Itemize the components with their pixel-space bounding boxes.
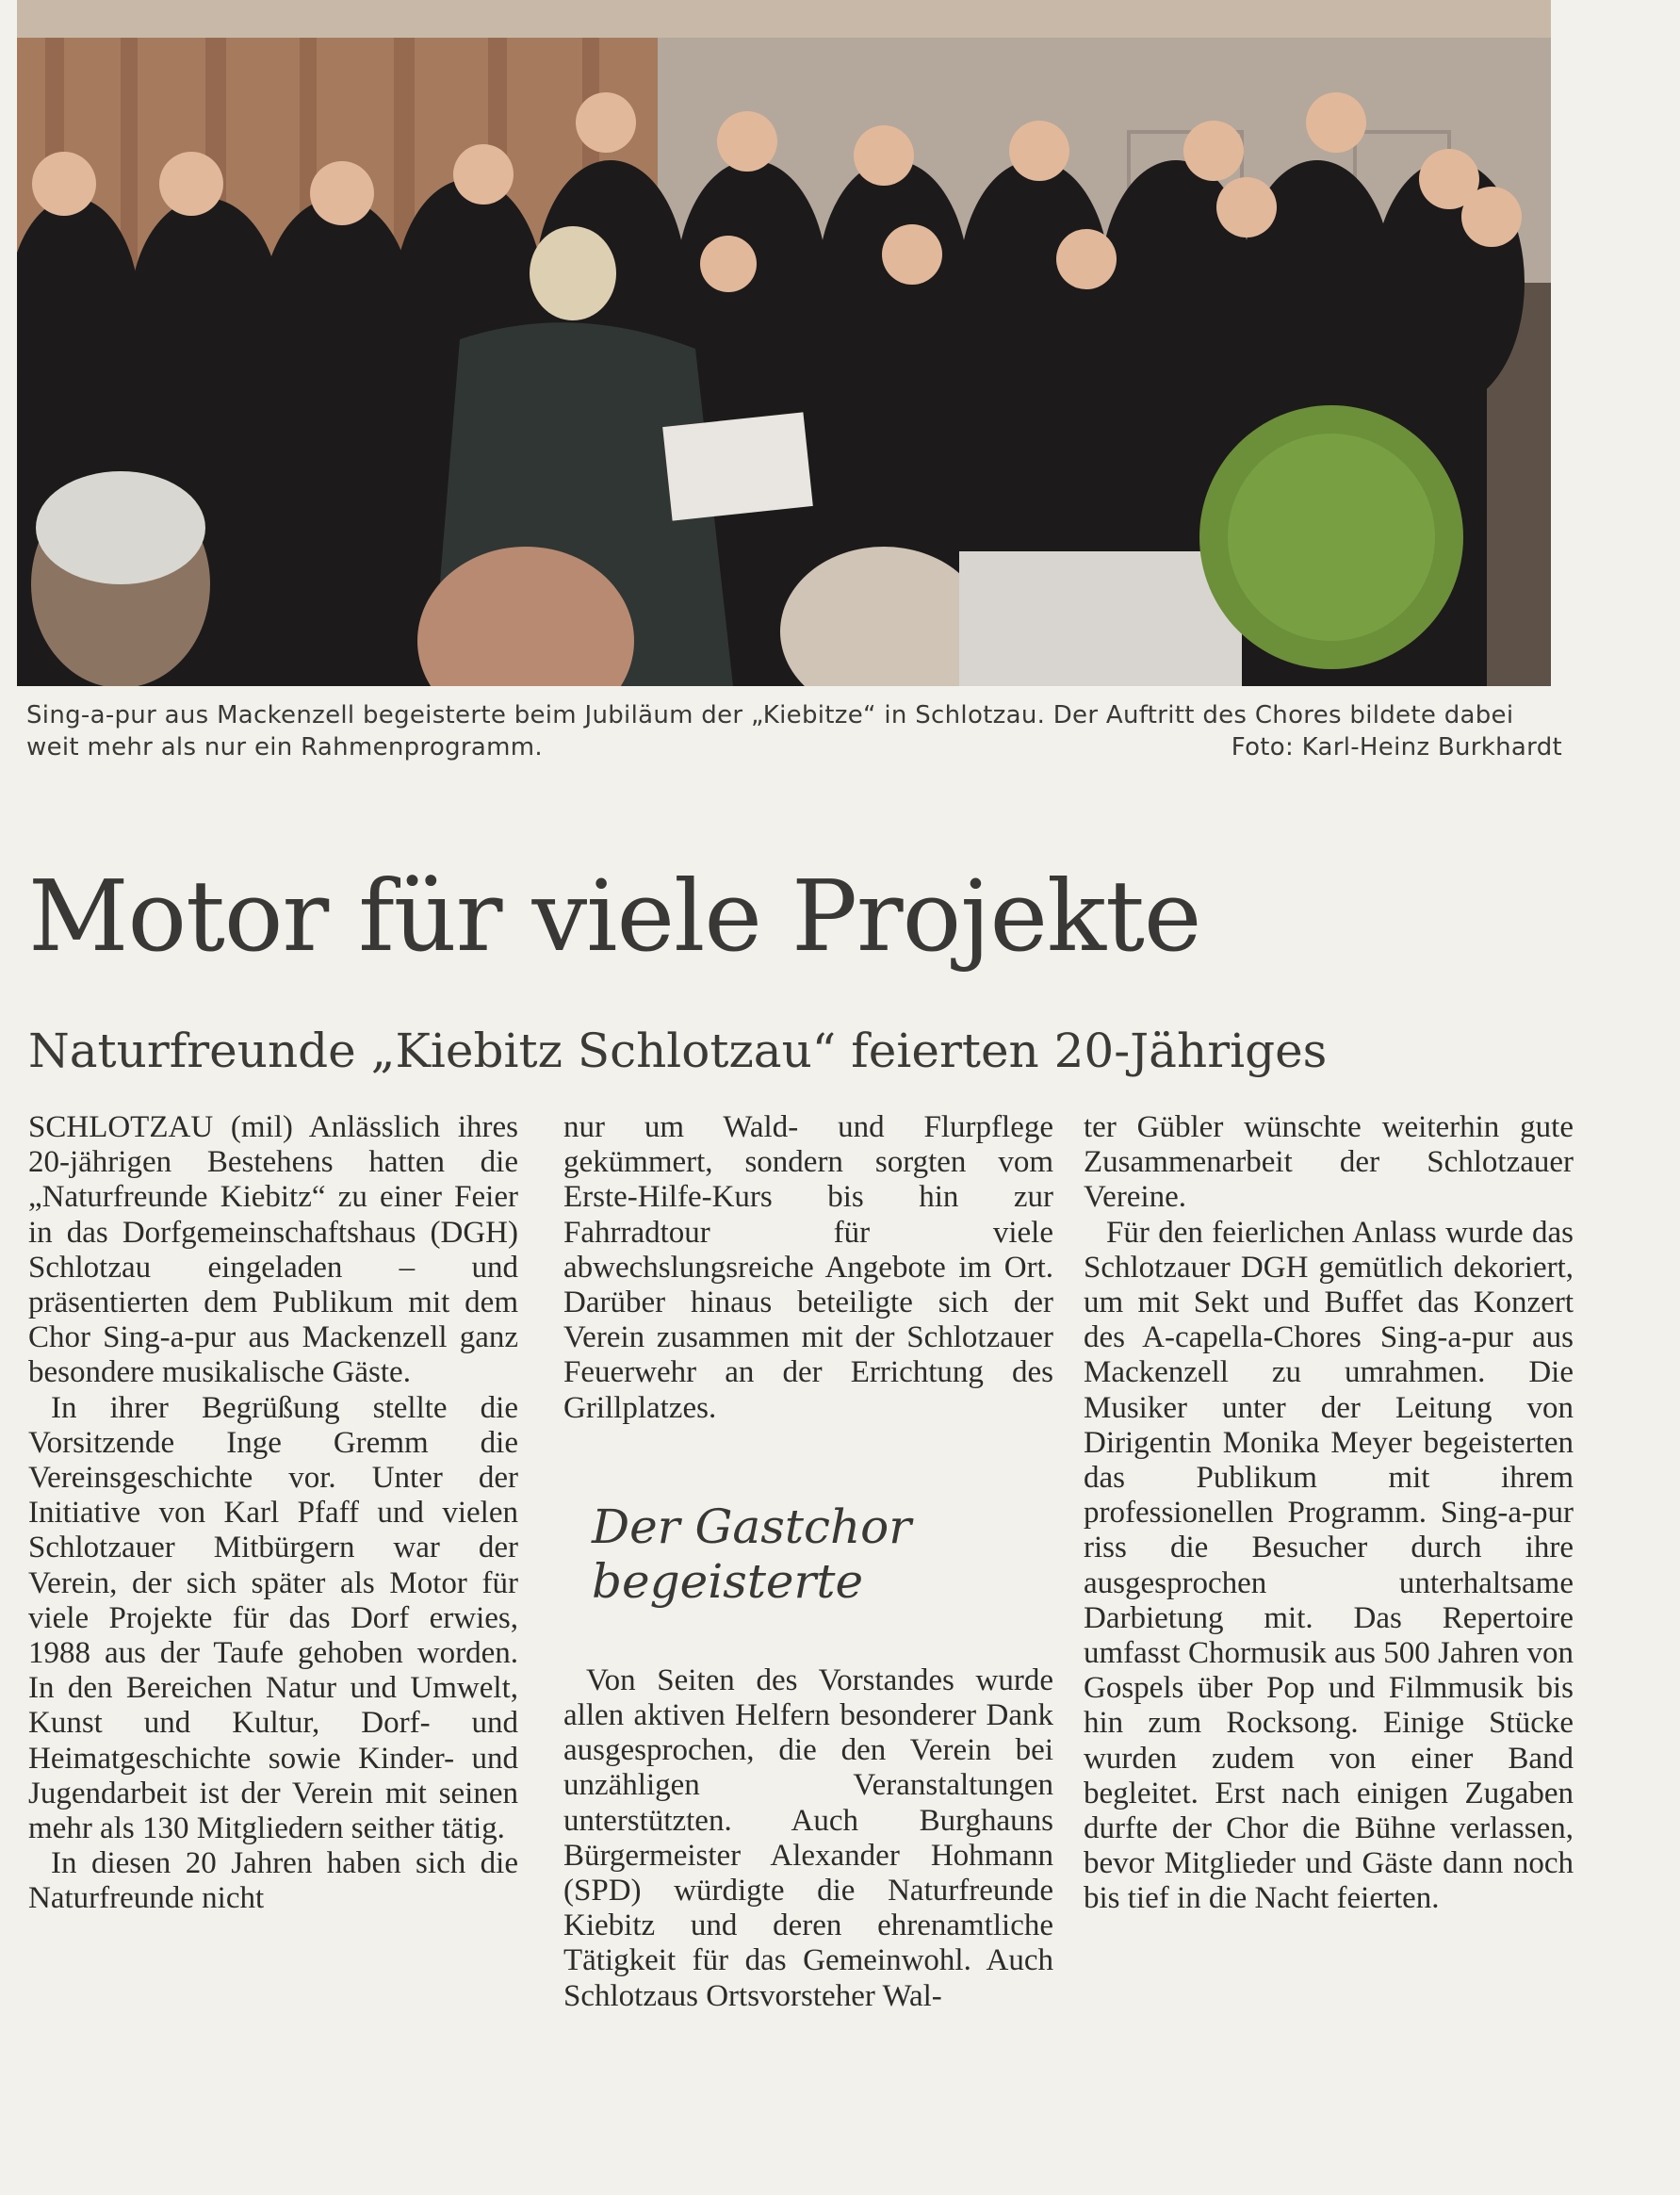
paragraph: SCHLOTZAU (mil) Anlässlich ihres 20-jährigen Bestehens hatten die „Naturfreunde Kiebitz“ zu einer Feier in das Dorfgemeinschaftshaus (DGH) Schlotzau eingeladen – und präsentierten dem Publikum mit dem Chor Sing-a-pur aus Mackenzell ganz besondere musikalische Gäste.	[28, 1110, 518, 1390]
caption-text: Sing-a-pur aus Mackenzell begeisterte beim Jubiläum der „Kiebitze“ in Schlotzau. Der Auftritt des Chores bildete dabei weit mehr als nur ein Rahmenprogramm.	[26, 701, 1514, 762]
subheadline: Naturfreunde „Kiebitz Schlotzau“ feierten 20-Jähriges	[28, 1024, 1328, 1078]
paragraph: ter Gübler wünschte weiterhin gute Zusammenarbeit der Schlotzauer Vereine.	[1084, 1110, 1574, 1215]
photo-credit: Foto: Karl-Heinz Burkhardt	[1231, 733, 1562, 762]
article-column-3	[1084, 1110, 1574, 1917]
article-column-2	[563, 1110, 1053, 2014]
paragraph: nur um Wald- und Flurpflege gekümmert, sondern sorgten vom Erste-Hilfe-Kurs bis hin zur Fahrradtour für viele abwechslungsreiche Angebote im Ort. Darüber hinaus beteiligte sich der Verein zusammen mit der Schlotzauer Feuerwehr an der Errichtung des Grillplatzes.	[563, 1110, 1053, 1425]
choir-photo-icon	[17, 0, 1551, 686]
paragraph: In diesen 20 Jahren haben sich die Naturfreunde nicht	[28, 1846, 518, 1916]
paragraph: In ihrer Begrüßung stellte die Vorsitzende Inge Gremm die Vereinsgeschichte vor. Unter der Initiative von Karl Pfaff und vielen Schlotzauer Mitbürgern war der Verein, der sich später als Motor für viele Projekte für das Dorf erwies, 1988 aus der Taufe gehoben worden. In den Bereichen Natur und Umwelt, Kunst und Kultur, Dorf- und Heimatgeschichte sowie Kinder- und Jugendarbeit ist der Verein mit seinen mehr als 130 Mitgliedern seither tätig.	[28, 1390, 518, 1846]
crosshead: Der Gastchor begeisterte	[592, 1499, 912, 1609]
paragraph: Für den feierlichen Anlass wurde das Schlotzauer DGH gemütlich dekoriert, um mit Sekt und Buffet das Konzert des A-capella-Chores Sing-a-pur aus Mackenzell zu umrahmen. Die Musiker unter der Leitung von Dirigentin Monika Meyer begeisterten das Publikum mit ihrem professionellen Programm. Sing-a-pur riss die Besucher durch ihre ausgesprochen unterhaltsame Darbietung mit. Das Repertoire umfasst Chormusik aus 500 Jahren von Gospels über Pop und Filmmusik bis hin zum Rocksong. Einige Stücke wurden zudem von einer Band begleitet. Erst nach einigen Zugaben durfte der Chor die Bühne verlassen, bevor Mitglieder und Gäste dann noch bis tief in die Nacht feierten.	[1084, 1215, 1574, 1916]
paragraph: Von Seiten des Vorstandes wurde allen aktiven Helfern besonderer Dank ausgesprochen, die den Verein bei unzähligen Veranstaltungen unterstützten. Auch Burghauns Bürgermeister Alexander Hohmann (SPD) würdigte die Naturfreunde Kiebitz und deren ehrenamtliche Tätigkeit für das Gemeinwohl. Auch Schlotzaus Ortsvorsteher Wal-	[563, 1663, 1053, 2013]
choir-photo	[17, 0, 1551, 686]
photo-caption	[26, 699, 1562, 763]
headline: Motor für viele Projekte	[28, 859, 1201, 974]
article-column-1	[28, 1110, 518, 1917]
